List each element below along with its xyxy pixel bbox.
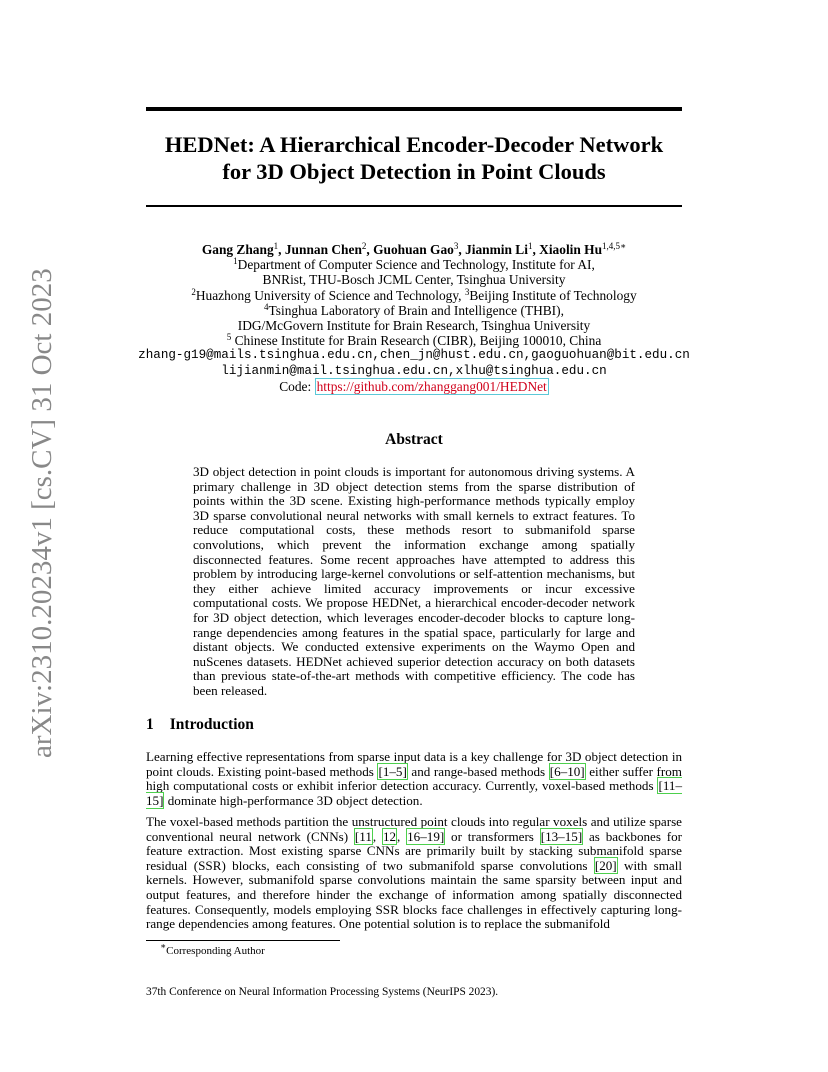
footnote <box>160 941 265 957</box>
author-name: Jianmin Li <box>465 242 528 257</box>
footnote-text: Corresponding Author <box>166 945 265 957</box>
body-text: Learning effective representations from sparse input data is a key challenge for 3D object detection in point clouds. Existing point-based methods <box>146 749 682 779</box>
affil-text: Department of Computer Science and Technology, Institute for AI, <box>237 257 595 273</box>
affil-sup: 1 <box>233 256 238 267</box>
email-line: zhang-g19@mails.tsinghua.edu.cn,chen_jn@hust.edu.cn,gaoguohuan@bit.edu.cn <box>138 348 690 363</box>
section-number: 1 <box>146 716 154 733</box>
body-text: The voxel-based methods partition the unstructured point clouds into regular voxels and utilize sparse conventional neural network (CNNs) <box>146 814 682 844</box>
footnote-mark: ∗ <box>160 941 167 951</box>
affiliation-line <box>120 257 708 272</box>
citation-link[interactable]: [1–5] <box>378 763 407 779</box>
affiliation-line <box>120 288 708 303</box>
title-line-2: for 3D Object Detection in Point Clouds <box>222 159 606 184</box>
code-label: Code: <box>279 378 315 394</box>
email-line: lijianmin@mail.tsinghua.edu.cn,xlhu@tsinghua.edu.cn <box>221 363 607 378</box>
body-text: with small kernels. However, submanifold sparse convolutions maintain the same sparsity between input and output features, and therefore hinder the exchange of information among spatially disconnected features. Consequently, models employing SSR blocks face challenges in effectively capturing long-range dependencies among features. One potential solution is to replace the submanifold <box>146 857 682 932</box>
author-name: Junnan Chen <box>284 242 362 257</box>
affiliation-line: IDG/McGovern Institute for Brain Research, Tsinghua University <box>237 318 591 334</box>
author-name: Gang Zhang <box>201 242 274 257</box>
author-sup: 1 <box>273 241 279 251</box>
section-heading-introduction <box>146 716 254 734</box>
citation-link[interactable]: 16–19] <box>407 828 445 844</box>
author-sup: 3 <box>453 241 459 251</box>
citation-link[interactable]: [20] <box>594 857 617 873</box>
affil-text: Huazhong University of Science and Technology, <box>195 287 465 303</box>
title-line-1: HEDNet: A Hierarchical Encoder-Decoder Network <box>164 132 664 157</box>
affil-text: Beijing Institute of Technology <box>469 287 637 303</box>
intro-paragraph-1 <box>146 750 682 808</box>
arxiv-side-stamp: arXiv:2310.20234v1 [cs.CV] 31 Oct 2023 <box>26 268 58 758</box>
footnote-rule <box>146 940 340 941</box>
affil-sup: 3 <box>464 286 470 297</box>
body-text: dominate high-performance 3D object detection. <box>164 792 423 808</box>
body-text: or transformers <box>445 828 540 844</box>
author-sup: 2 <box>361 241 367 251</box>
body-text: and range-based methods <box>407 763 549 779</box>
author-sup: 1 <box>527 241 533 251</box>
affil-sup: 2 <box>191 286 196 297</box>
affil-sup: 4 <box>264 301 269 312</box>
section-title: Introduction <box>169 716 254 733</box>
top-rule <box>146 107 682 111</box>
conference-footer: 37th Conference on Neural Information Processing Systems (NeurIPS 2023). <box>146 986 499 998</box>
citation-link[interactable]: [13–15] <box>540 828 583 844</box>
author-name: Guohuan Gao <box>373 242 454 257</box>
affil-text: Tsinghua Laboratory of Brain and Intelligence (THBI), <box>268 302 564 318</box>
affiliation-line: BNRist, THU-Bosch JCML Center, Tsinghua University <box>262 272 566 288</box>
affil-sup: 5 <box>226 332 232 343</box>
code-link[interactable]: https://github.com/zhanggang001/HEDNet <box>316 378 547 394</box>
intro-paragraph-2: The voxel-based methods partition the unstructured point clouds into regular voxels and utilize sparse conventional neural network (CNNs) [11, 12, 16–19] or transformers [13–15] as backbones for feature extraction. Most existing sparse CNNs are primarily built by stacking submanifold sparse residual (SSR) blocks, each consisting of two submanifold sparse convolutions [20] with small kernels. However, submanifold sparse convolutions maintain the same sparsity between input and output features, and therefore hinder the exchange of information among spatially disconnected features. Consequently, models employing SSR blocks face challenges in effectively capturing long-range dependencies among features. One potential solution is to replace the submanifold <box>146 814 683 932</box>
citation-link[interactable]: [6–10] <box>549 763 585 779</box>
abstract-text: 3D object detection in point clouds is important for autonomous driving systems. A primary challenge in 3D object detection stems from the sparse distribution of points within the 3D scene. Existing high-performance methods typically employ 3D sparse convolutional neural networks with small kernels to extract features. To reduce computational costs, these methods resort to submanifold sparse convolutions, which prevent the information exchange among spatially disconnected features. Some recent approaches have attempted to address this problem by introducing large-kernel convolutions or self-attention mechanisms, but they either achieve limited accuracy improvements or incur excessive computational costs. We propose HEDNet, a hierarchical encoder-decoder network for 3D object detection, which leverages encoder-decoder blocks to capture long-range dependencies among features in the spatial space, particularly for large and distant objects. We conducted extensive experiments on the Waymo Open and nuScenes datasets. HEDNet achieved superior detection accuracy on both datasets than previous state-of-the-art methods with competitive efficiency. The code has been released. <box>193 464 635 698</box>
abstract-heading: Abstract <box>385 431 443 448</box>
author-names: Gang Zhang$^1$, Junnan Chen$^2$, Guohuan Gao$^3$, Jianmin Li$^1$, Xiaolin $Hu^{1,4,5∗}$ <box>201 241 627 257</box>
code-line <box>120 379 708 394</box>
body-text: as backbones for feature extraction. Most existing sparse CNNs are primarily built by stacking submanifold sparse residual (SSR) blocks, each consisting of two submanifold sparse convolutions <box>146 828 683 873</box>
author-block <box>120 242 708 394</box>
author-name: Xiaolin Hu <box>539 242 603 257</box>
citation-link[interactable]: [11–15] <box>146 778 682 808</box>
citation-link[interactable]: 12 <box>382 828 397 844</box>
body-text: either suffer from high computational costs or exhibit inferior detection accuracy. Currently, voxel-based methods <box>146 763 682 794</box>
citation-link[interactable]: [11 <box>354 828 372 844</box>
affiliation-line <box>120 333 708 348</box>
author-sup: 1,4,5∗ <box>602 241 627 251</box>
affiliation-line <box>120 303 708 318</box>
affil-text: Chinese Institute for Brain Research (CIBR), Beijing 100010, China <box>231 333 602 349</box>
title-bottom-rule <box>146 205 682 207</box>
paper-title <box>146 131 682 185</box>
